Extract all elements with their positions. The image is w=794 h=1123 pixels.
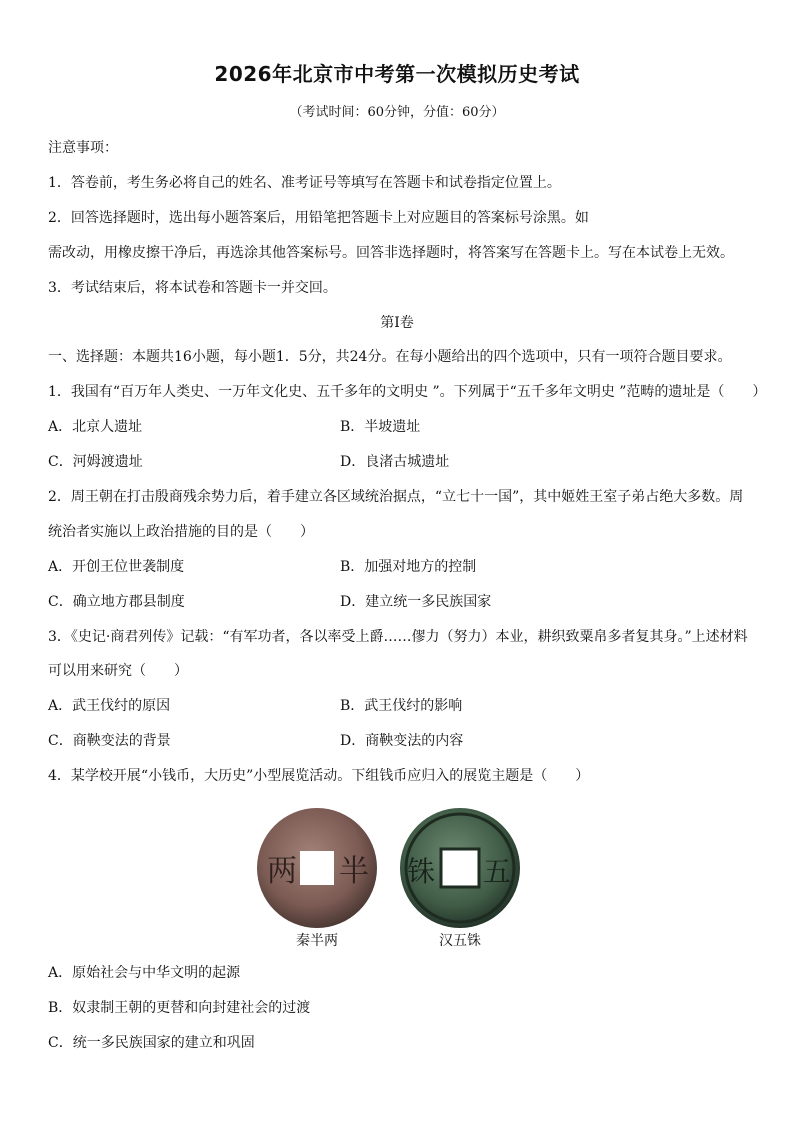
svg-text:五: 五	[483, 855, 512, 888]
answer-option[interactable]: D．建立统一多民族国家	[340, 594, 492, 610]
exam-subtitle: （考试时间：60分钟，分值：60分）	[289, 105, 505, 120]
question-stem: 2．周王朝在打击殷商残余势力后，着手建立各区域统治据点，“立七十一国”，其中姬姓王室子弟占绝大多数。周	[48, 489, 744, 505]
answer-option[interactable]: C．确立地方郡县制度	[48, 594, 185, 610]
answer-option[interactable]: B．加强对地方的控制	[340, 559, 477, 575]
section-instructions: 一、选择题：本题共16小题，每小题1．5分，共24分。在每小题给出的四个选项中，只有一项符合题目要求。	[48, 349, 732, 365]
question-stem: 统治者实施以上政治措施的目的是（ ）	[48, 524, 314, 540]
notice-item: 3．考试结束后，将本试卷和答题卡一并交回。	[48, 280, 337, 296]
coin-caption: 汉五铢	[439, 933, 481, 949]
notice-item: 1．答卷前，考生务必将自己的姓名、准考证号等填写在答题卡和试卷指定位置上。	[48, 175, 561, 191]
svg-text:两: 两	[267, 854, 297, 889]
svg-text:半: 半	[339, 854, 369, 889]
answer-option[interactable]: D．良渚古城遗址	[340, 454, 450, 470]
answer-option[interactable]: D．商鞅变法的内容	[340, 733, 464, 749]
question-stem: 1．我国有“百万年人类史、一万年文化史、五千多年的文明史 ”。下列属于“五千多年文明史 ”范畴的遗址是（ ）	[48, 384, 767, 400]
answer-option[interactable]: B．半坡遗址	[340, 419, 421, 435]
answer-option[interactable]: A．武王伐纣的原因	[48, 698, 171, 714]
question-stem: 4．某学校开展“小钱币，大历史”小型展览活动。下组钱币应归入的展览主题是（ ）	[48, 768, 590, 784]
coin-caption: 秦半两	[296, 933, 338, 949]
answer-option[interactable]: A．北京人遗址	[48, 419, 143, 435]
qin-banliang-coin-icon	[257, 808, 377, 928]
exam-title: 2026年北京市中考第一次模拟历史考试	[214, 62, 580, 86]
question-stem: 3．《史记·商君列传》记载：“有军功者，各以率受上爵……僇力（努力）本业，耕织致粟帛多者复其身。”上述材料	[48, 629, 748, 645]
notice-item: 需改动，用橡皮擦干净后，再选涂其他答案标号。回答非选择题时，将答案写在答题卡上。写在本试卷上无效。	[48, 245, 734, 261]
question-stem: 可以用来研究（ ）	[48, 663, 188, 679]
volume-heading: 第Ⅰ卷	[380, 315, 414, 331]
han-wuzhu-coin-icon	[400, 808, 520, 928]
notice-item: 2．回答选择题时，选出每小题答案后，用铅笔把答题卡上对应题目的答案标号涂黑。如	[48, 210, 589, 226]
answer-option[interactable]: C．统一多民族国家的建立和巩固	[48, 1035, 255, 1051]
svg-text:铢: 铢	[407, 855, 436, 888]
answer-option[interactable]: C．商鞅变法的背景	[48, 733, 171, 749]
answer-option[interactable]: A．原始社会与中华文明的起源	[48, 965, 241, 981]
answer-option[interactable]: B．奴隶制王朝的更替和向封建社会的过渡	[48, 1000, 311, 1016]
answer-option[interactable]: B．武王伐纣的影响	[340, 698, 463, 714]
answer-option[interactable]: A．开创王位世袭制度	[48, 559, 185, 575]
notice-heading: 注意事项：	[48, 140, 118, 156]
answer-option[interactable]: C．河姆渡遗址	[48, 454, 143, 470]
